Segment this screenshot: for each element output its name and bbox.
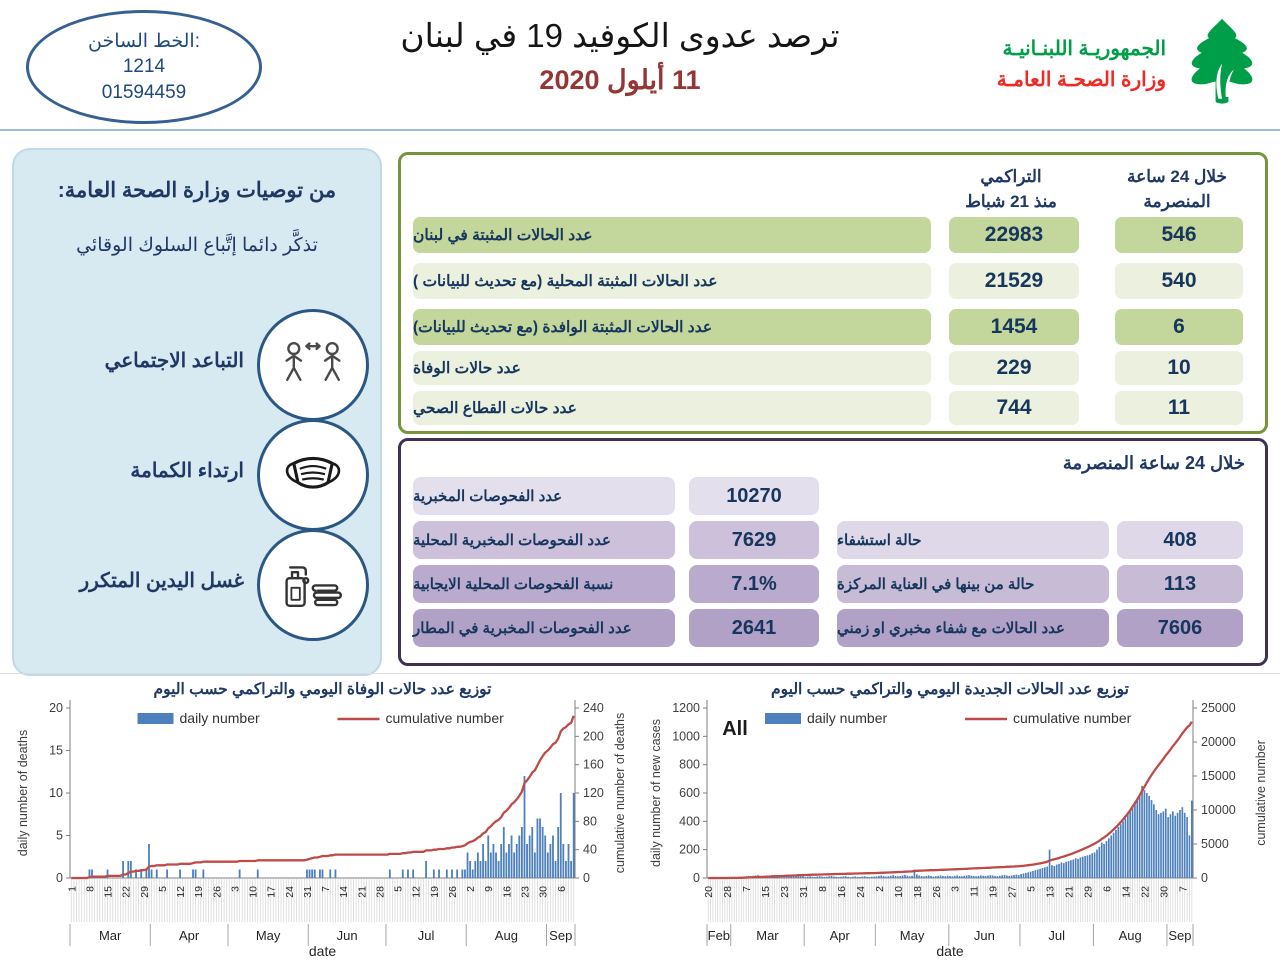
y-axis-tick-label: 200 [583,729,604,743]
face-mask-icon [277,445,349,506]
x-axis-tick-label: 28 [374,886,386,898]
cases-summary-table [398,152,1268,434]
x-axis-tick-label: 21 [1064,886,1076,898]
y-axis-tick-label: 40 [583,843,597,857]
x-axis-tick-label: 8 [817,886,829,892]
table-row-label: عدد الفحوصات المخبرية في المطار [413,609,675,647]
month-label: Feb [708,928,730,943]
tests-table-title: خلال 24 ساعة المنصرمة [1063,453,1245,474]
table-row-last24h: 10 [1115,351,1243,385]
y-axis-tick-label: 80 [583,814,597,828]
hotline-number-1: 1214 [123,54,165,80]
y-axis-tick-label: 120 [583,786,604,800]
deaths-chart-svg [12,678,642,960]
x-axis-tick-label: 2 [874,886,886,892]
x-axis-tick-label: 16 [836,886,848,898]
table-row-last24h: 546 [1115,217,1243,253]
y-axis-tick-label: 20000 [1201,735,1236,749]
daily-deaths-chart [12,678,642,960]
table-row-value: 408 [1117,521,1243,559]
table-row-label: نسبة الفحوصات المحلية الايجابية [413,565,675,603]
y-axis-tick-label: 800 [679,758,700,772]
y-axis-tick-label: 600 [679,786,700,800]
table-row-label: عدد حالات الوفاة [413,351,931,385]
y-axis-title: cumulative number [1254,740,1268,846]
x-axis-tick-label: 26 [211,886,223,898]
y-axis-tick-label: 1000 [672,729,700,743]
recommendations-title: من توصيات وزارة الصحة العامة: [14,178,380,203]
table-row-label: حالة من بينها في العناية المركزة [837,565,1109,603]
x-axis-tick-label: 26 [447,886,459,898]
month-label: Apr [830,928,851,943]
face-mask-badge [257,419,369,531]
x-axis-tick-label: 31 [302,886,314,898]
table-row-last24h: 540 [1115,263,1243,299]
x-axis-tick-label: 11 [969,886,981,897]
x-axis-tick-label: 14 [1120,886,1132,898]
column-header-last24h: خلال 24 ساعة المنصرمة [1093,165,1261,214]
hotline-number-2: 01594459 [102,80,187,106]
table-row-last24h: 6 [1115,309,1243,345]
month-label: Jul [1048,928,1065,943]
x-axis-tick-label: 9 [483,886,495,892]
header-divider [0,129,1280,131]
table-row-label: عدد الحالات المثبتة المحلية (مع تحديث للبيانات ) [413,263,931,299]
x-axis-title: date [936,943,963,959]
month-label: Apr [179,928,200,943]
ministry-logo-text [997,34,1166,96]
table-row-value: 7629 [689,521,819,559]
table-row-label: عدد الحالات المثبتة الوافدة (مع تحديث للبيانات) [413,309,931,345]
table-row-label: عدد الفحوصات المخبرية المحلية [413,521,675,559]
hotline-badge [26,10,262,124]
face-mask-label: ارتداء الكمامة [130,458,244,483]
y-axis-tick-label: 10000 [1201,803,1236,817]
legend-label: daily number [807,710,887,726]
table-row-cumulative: 22983 [949,217,1079,253]
y-axis-tick-label: 0 [583,871,590,885]
x-axis-tick-label: 29 [1083,886,1095,898]
x-axis-tick-label: 19 [988,886,1000,898]
x-axis-tick-label: 23 [779,886,791,898]
y-axis-tick-label: 15000 [1201,769,1236,783]
y-axis-tick-label: 240 [583,701,604,715]
new-cases-chart-svg [645,678,1280,960]
x-axis-tick-label: 3 [229,886,241,892]
y-axis-tick-label: 0 [56,871,63,885]
legend-bar-swatch [138,713,174,724]
ministry-logo-line2: وزارة الصحـة العامـة [997,65,1166,96]
x-axis-tick-label: 5 [393,886,405,892]
x-axis-tick-label: 24 [284,886,296,898]
cedar-tree-icon [1176,16,1268,113]
x-axis-tick-label: 22 [1139,886,1151,898]
y-axis-tick-label: 200 [679,843,700,857]
page-title: ترصد عدوى الكوفيد 19 في لبنان [290,16,950,55]
x-axis-tick-label: 6 [1101,886,1113,892]
social-distancing-badge [257,309,369,421]
x-axis-tick-label: 23 [520,886,532,898]
y-axis-title: cumulative number of deaths [613,713,627,874]
tests-summary-table [398,438,1268,666]
table-row-cumulative: 229 [949,351,1079,385]
table-row-value: 7.1% [689,565,819,603]
table-row-cumulative: 21529 [949,263,1079,299]
page-header [290,16,950,96]
x-axis-tick-label: 30 [1158,886,1170,898]
month-label: Mar [99,928,122,943]
y-axis-tick-label: 400 [679,814,700,828]
chart-title: توزيع عدد حالات الوفاة اليومي والتراكمي حسب اليوم [153,681,492,699]
ministry-logo-line1: الجمهوريـة اللبنـانيـة [997,34,1166,65]
x-axis-tick-label: 29 [139,886,151,898]
x-axis-tick-label: 15 [103,886,115,898]
table-row-last24h: 11 [1115,391,1243,425]
y-axis-tick-label: 5000 [1201,837,1229,851]
x-axis-tick-label: 7 [1177,886,1189,892]
social-distancing-icon [277,335,349,396]
y-axis-tick-label: 10 [49,786,63,800]
x-axis-tick-label: 13 [1045,886,1057,898]
x-axis-tick-label: 19 [193,886,205,898]
social-distancing-label: التباعد الاجتماعي [105,348,244,373]
series-filter-label: All [722,718,748,740]
table-row-value: 113 [1117,565,1243,603]
month-label: Jun [974,928,995,943]
x-axis-tick-label: 14 [338,886,350,898]
y-axis-tick-label: 0 [1201,871,1208,885]
table-row-label: حالة استشفاء [837,521,1109,559]
table-row-label: عدد الفحوصات المخبرية [413,477,675,515]
x-axis-tick-label: 30 [538,886,550,898]
x-axis-tick-label: 26 [931,886,943,898]
x-axis-tick-label: 31 [798,886,810,898]
table-row-cumulative: 1454 [949,309,1079,345]
x-axis-title: date [309,943,336,959]
y-axis-title: daily number of new cases [649,719,663,867]
table-row-label: عدد حالات القطاع الصحي [413,391,931,425]
month-label: Aug [495,928,518,943]
x-axis-tick-label: 7 [741,886,753,892]
y-axis-tick-label: 160 [583,758,604,772]
y-axis-tick-label: 0 [693,871,700,885]
section-divider [0,673,1280,674]
x-axis-tick-label: 5 [157,886,169,892]
table-row-cumulative: 744 [949,391,1079,425]
x-axis-tick-label: 22 [121,886,133,898]
legend-label: cumulative number [1013,710,1132,726]
x-axis-tick-label: 8 [84,886,96,892]
month-label: Jul [418,928,435,943]
x-axis-tick-label: 15 [760,886,772,898]
month-label: Jun [337,928,358,943]
hand-washing-badge [257,529,369,641]
y-axis-tick-label: 25000 [1201,701,1236,715]
y-axis-title: daily number of deaths [16,730,30,856]
x-axis-tick-label: 20 [703,886,715,898]
recommendations-panel [12,148,382,676]
y-axis-tick-label: 1200 [672,701,700,715]
hotline-label: الخط الساخن: [88,29,200,55]
x-axis-tick-label: 1 [66,886,78,892]
x-axis-tick-label: 6 [556,886,568,892]
x-axis-tick-label: 16 [501,886,513,898]
x-axis-tick-label: 10 [893,886,905,898]
recommendations-subtitle: تذكَّر دائما إتَّباع السلوك الوقائي [14,234,380,257]
x-axis-tick-label: 18 [912,886,924,898]
report-date: 11 أيلول 2020 [290,65,950,96]
x-axis-tick-label: 2 [465,886,477,892]
x-axis-tick-label: 10 [248,886,260,898]
x-axis-tick-label: 7 [320,886,332,892]
x-axis-tick-label: 5 [1026,886,1038,892]
x-axis-tick-label: 19 [429,886,441,898]
x-axis-tick-label: 24 [855,886,867,898]
y-axis-tick-label: 20 [49,701,63,715]
daily-new-cases-chart [645,678,1280,960]
ministry-logo [997,16,1268,113]
month-label: Aug [1119,928,1142,943]
month-label: Sep [549,928,572,943]
month-label: Mar [756,928,779,943]
month-label: May [256,928,281,943]
legend-label: cumulative number [386,710,505,726]
x-axis-tick-label: 12 [411,886,423,898]
x-axis-tick-label: 17 [266,886,278,898]
legend-bar-swatch [765,713,801,724]
month-label: May [900,928,925,943]
y-axis-tick-label: 15 [49,744,63,758]
x-axis-tick-label: 27 [1007,886,1019,898]
x-axis-tick-label: 3 [950,886,962,892]
y-axis-tick-label: 5 [56,829,63,843]
hand-washing-label: غسل اليدين المتكرر [79,568,244,593]
x-axis-tick-label: 12 [175,886,187,898]
hand-washing-icon [277,553,349,618]
cumulative-line [71,716,573,878]
table-row-label: عدد الحالات مع شفاء مخبري او زمني [837,609,1109,647]
x-axis-tick-label: 21 [356,886,368,898]
table-row-value: 10270 [689,477,819,515]
month-label: Sep [1168,928,1191,943]
chart-title: توزيع عدد الحالات الجديدة اليومي والتراكمي حسب اليوم [771,681,1130,699]
table-row-value: 7606 [1117,609,1243,647]
cumulative-line [708,722,1192,878]
table-row-value: 2641 [689,609,819,647]
column-header-cumulative: التراكمي منذ 21 شباط [911,165,1111,214]
x-axis-tick-label: 28 [722,886,734,898]
table-row-label: عدد الحالات المثبتة في لبنان [413,217,931,253]
legend-label: daily number [180,710,260,726]
